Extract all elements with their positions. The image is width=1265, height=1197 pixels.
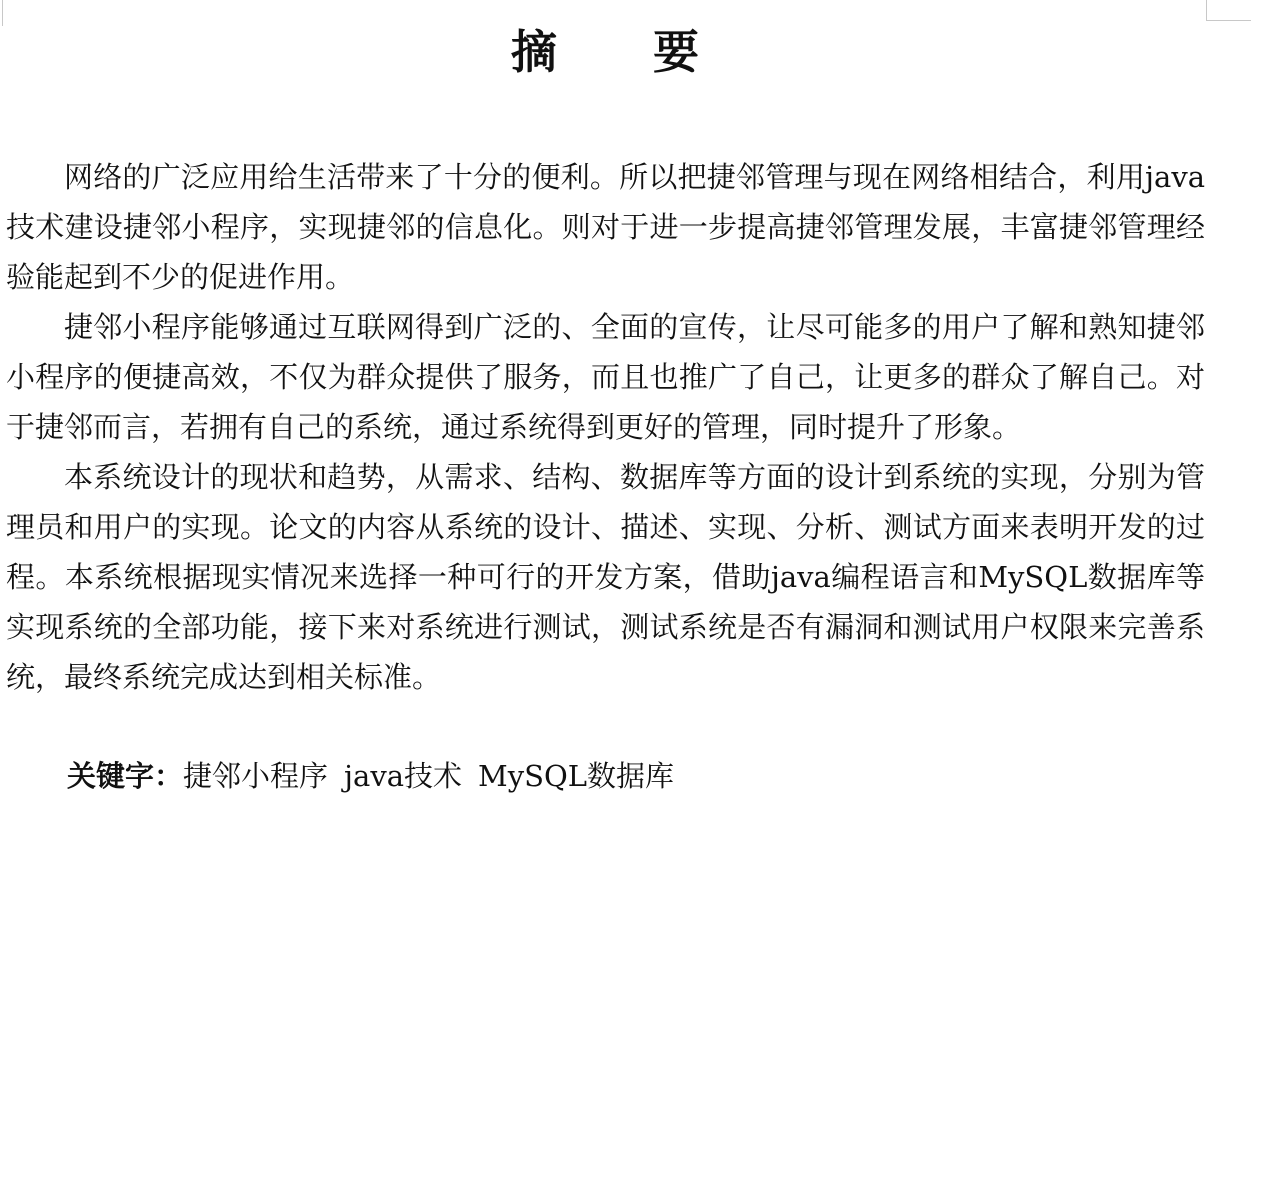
abstract-paragraph-3: 本系统设计的现状和趋势，从需求、结构、数据库等方面的设计到系统的实现，分别为管理员和用户的实现。论文的内容从系统的设计、描述、实现、分析、测试方面来表明开发的过程。本系统根据现实情况来选择一种可行的开发方案，借助java编程语言和MySQL数据库等实现系统的全部功能，接下来对系统进行测试，测试系统是否有漏洞和测试用户权限来完善系统，最终系统完成达到相关标准。 — [6, 460, 1205, 694]
keywords-line — [67, 752, 690, 800]
abstract-paragraph-1: 网络的广泛应用给生活带来了十分的便利。所以把捷邻管理与现在网络相结合，利用java技术建设捷邻小程序，实现捷邻的信息化。则对于进一步提高捷邻管理发展，丰富捷邻管理经验能起到不少的促进作用。 — [6, 160, 1205, 294]
abstract-paragraph-2: 捷邻小程序能够通过互联网得到广泛的、全面的宣传，让尽可能多的用户了解和熟知捷邻小程序的便捷高效，不仅为群众提供了服务，而且也推广了自己，让更多的群众了解自己。对于捷邻而言，若拥有自己的系统，通过系统得到更好的管理，同时提升了形象。 — [6, 310, 1205, 444]
keyword-item: MySQL数据库 — [478, 759, 674, 793]
keywords-label: 关键字： — [67, 759, 184, 793]
document-title: 摘 要 — [510, 25, 739, 79]
abstract-body — [6, 152, 1205, 702]
keyword-item: 捷邻小程序 — [183, 759, 329, 793]
keyword-item: java技术 — [344, 759, 462, 793]
margin-corner-mark-right — [1206, 0, 1251, 21]
